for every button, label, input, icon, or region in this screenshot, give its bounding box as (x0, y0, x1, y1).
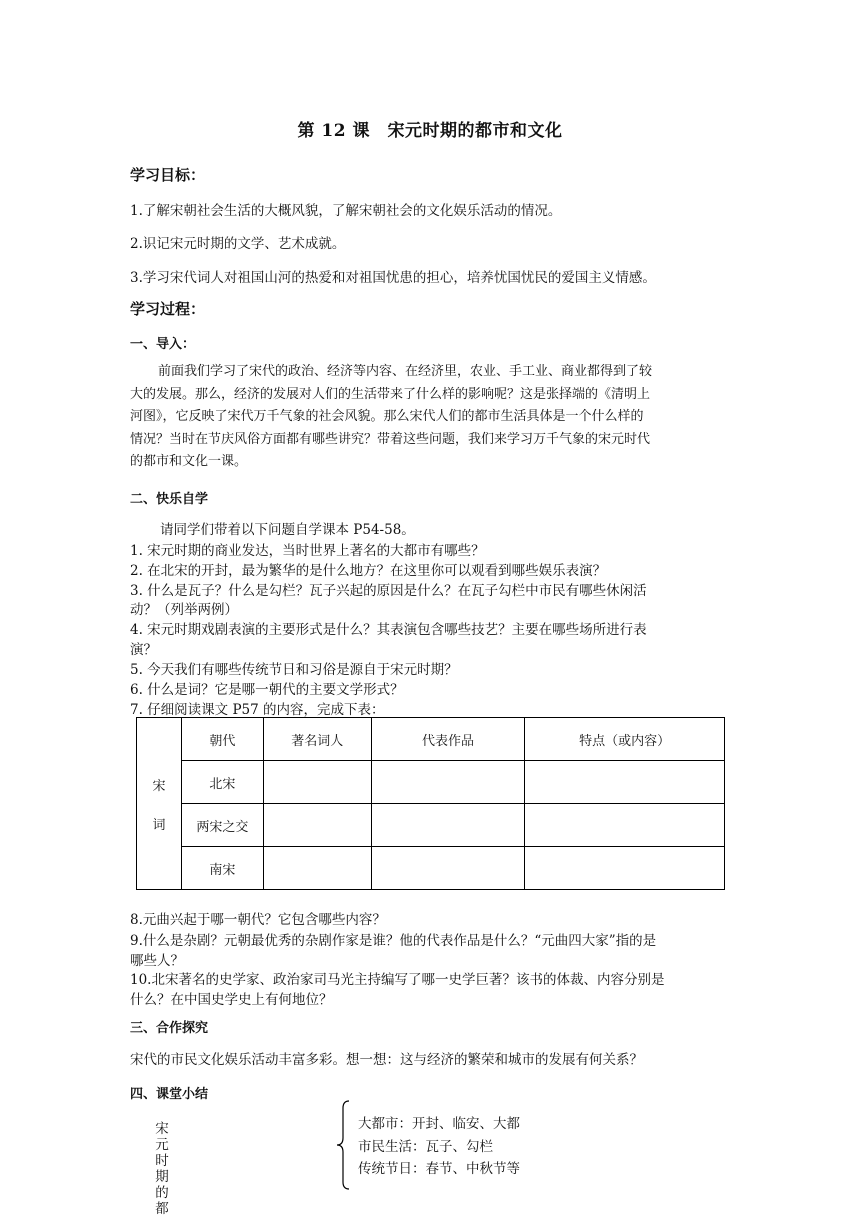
goal-item-2: 2.识记宋元时期的文学、艺术成就。 (130, 236, 346, 252)
intro-line: 的都市和文化一课。 (130, 454, 248, 469)
intro-heading: 一、导入： (130, 337, 196, 352)
question-item: 10.北宋著名的史学家、政治家司马光主持编写了哪一史学巨著？该书的体裁、内容分别是 (130, 972, 665, 988)
side-label-char: 宋 (152, 778, 166, 794)
table-row-label: 两宋之交 (181, 804, 263, 847)
intro-line: 前面我们学习了宋代的政治、经济等内容、在经济里，农业、手工业、商业都得到了较 (158, 364, 653, 379)
question-item: 1. 宋元时期的商业发达，当时世界上著名的大都市有哪些？ (130, 543, 485, 559)
intro-line: 情况？当时在节庆风俗方面都有哪些讲究？带着这些问题，我们来学习万千气象的宋元时代 (130, 431, 651, 447)
intro-line: 河图》，它反映了宋代万千气象的社会风貌。那么宋代人们的都市生活具体是一个什么样的 (130, 409, 644, 424)
vertical-char: 宋 (155, 1121, 169, 1137)
table-header-cell: 朝代 (181, 718, 263, 761)
table-cell[interactable] (525, 804, 725, 847)
table-cell[interactable] (263, 847, 371, 890)
table-row-label: 南宋 (181, 847, 263, 890)
self-study-prompt: 请同学们带着以下问题自学课本 P54-58。 (160, 522, 415, 538)
question-item: 8.元曲兴起于哪一朝代？它包含哪些内容？ (130, 912, 386, 928)
summary-heading: 四、课堂小结 (130, 1087, 209, 1102)
summary-vertical-title (154, 1121, 170, 1217)
ci-poetry-table (136, 717, 725, 890)
vertical-char: 的 (155, 1185, 169, 1201)
vertical-char: 都 (155, 1201, 169, 1217)
summary-item: 大都市：开封、临安、大都 (358, 1116, 520, 1132)
table-cell[interactable] (371, 761, 525, 804)
question-item: 2. 在北宋的开封，最为繁华的是什么地方？在这里你可以观看到哪些娱乐表演？ (130, 563, 607, 579)
question-item: 动？（列举两例） (130, 602, 238, 618)
table-cell[interactable] (263, 761, 371, 804)
goal-item-1: 1.了解宋朝社会生活的大概风貌，了解宋朝社会的文化娱乐活动的情况。 (130, 203, 562, 219)
question-item: 哪些人？ (130, 953, 184, 969)
table-cell[interactable] (371, 804, 525, 847)
table-header-cell: 代表作品 (371, 718, 525, 761)
side-label-char: 词 (152, 817, 166, 833)
question-item: 7. 仔细阅读课文 P57 的内容，完成下表： (130, 702, 385, 718)
table-cell[interactable] (371, 847, 525, 890)
goal-item-3: 3.学习宋代词人对祖国山河的热爱和对祖国忧患的担心，培养忧国忧民的爱国主义情感。 (130, 270, 656, 286)
question-item: 4. 宋元时期戏剧表演的主要形式是什么？其表演包含哪些技艺？主要在哪些场所进行表 (130, 622, 647, 638)
vertical-char: 时 (155, 1153, 169, 1169)
table-side-label (137, 718, 182, 890)
self-study-heading: 二、快乐自学 (130, 492, 209, 507)
intro-line: 大的发展。那么，经济的发展对人们的生活带来了什么样的影响呢？这是张择端的《清明上 (130, 386, 651, 402)
intro-paragraph (130, 361, 730, 474)
question-item: 3. 什么是瓦子？什么是勾栏？瓦子兴起的原因是什么？在瓦子勾栏中市民有哪些休闲活 (130, 583, 647, 599)
question-item: 什么？在中国史学史上有何地位？ (130, 992, 333, 1008)
question-item: 5. 今天我们有哪些传统节日和习俗是源自于宋元时期？ (130, 662, 458, 678)
coop-text: 宋代的市民文化娱乐活动丰富多彩。想一想：这与经济的繁荣和城市的发展有何关系？ (130, 1052, 643, 1068)
summary-item: 市民生活：瓦子、勾栏 (358, 1139, 493, 1155)
summary-item: 传统节日：春节、中秋节等 (358, 1161, 520, 1177)
table-row-label: 北宋 (181, 761, 263, 804)
table-cell[interactable] (263, 804, 371, 847)
vertical-char: 期 (155, 1169, 169, 1185)
vertical-char: 元 (155, 1137, 169, 1153)
process-heading: 学习过程： (130, 300, 206, 318)
goals-heading: 学习目标： (130, 166, 206, 184)
page-title: 第 12 课 宋元时期的都市和文化 (297, 121, 563, 141)
curly-brace-icon (335, 1100, 351, 1190)
table-cell[interactable] (525, 847, 725, 890)
table-cell[interactable] (525, 761, 725, 804)
question-item: 6. 什么是词？它是哪一朝代的主要文学形式？ (130, 682, 404, 698)
table-header-cell: 著名词人 (263, 718, 371, 761)
question-item: 演？ (130, 642, 157, 658)
question-item: 9.什么是杂剧？元朝最优秀的杂剧作家是谁？他的代表作品是什么？“元曲四大家”指的是 (130, 933, 657, 949)
coop-heading: 三、合作探究 (130, 1021, 209, 1036)
table-header-cell: 特点（或内容） (525, 718, 725, 761)
